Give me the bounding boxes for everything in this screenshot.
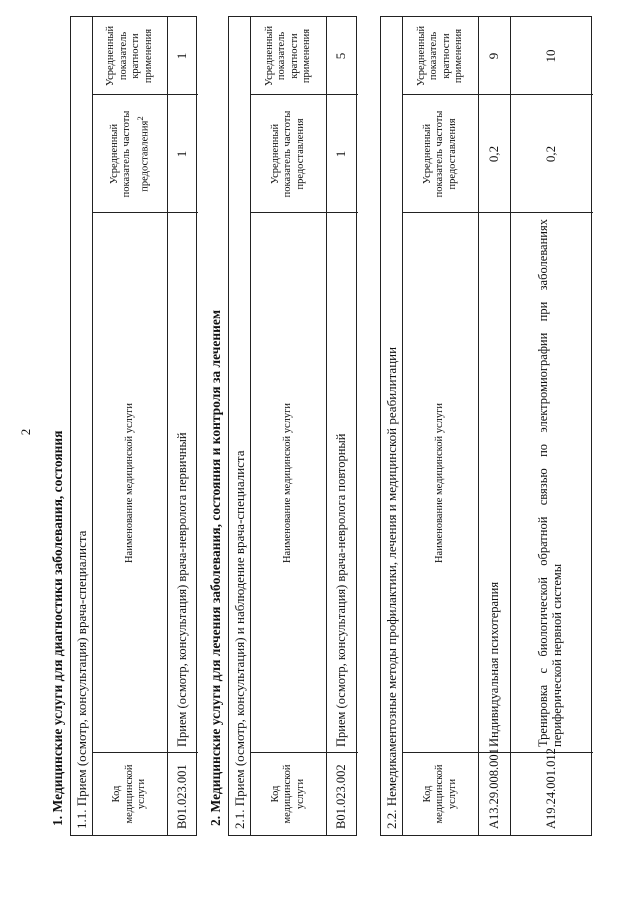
header-code: Код медицинской услуги bbox=[421, 764, 458, 824]
header-code: Код медицинской услуги bbox=[111, 764, 148, 824]
row-frequency: 0,2 bbox=[486, 145, 501, 163]
header-code: Код медицинской услуги bbox=[269, 764, 306, 824]
section-1-heading: 1. Медицинские услуги для диагностики заболевания, состояния bbox=[50, 430, 65, 826]
header-multiplicity: Усредненный показатель кратности применения bbox=[105, 25, 154, 87]
header-frequency: Усредненный показатель частоты предоставления bbox=[269, 110, 306, 198]
row-multiplicity: 10 bbox=[542, 49, 558, 63]
row-multiplicity: 9 bbox=[486, 52, 501, 60]
row-frequency: 1 bbox=[333, 150, 348, 158]
rotated-page-content bbox=[40, 12, 600, 892]
table-2-2-caption: 2.2. Немедикаментозные методы профилактики, лечения и медицинской реабилитации bbox=[381, 17, 403, 835]
header-service-name: Наименование медицинской услуги bbox=[282, 402, 294, 564]
header-multiplicity: Усредненный показатель кратности применения bbox=[415, 25, 464, 87]
header-frequency-label: Усредненный показатель частоты предоставления bbox=[108, 110, 150, 198]
row-frequency: 1 bbox=[173, 150, 189, 158]
header-multiplicity: Усредненный показатель кратности применения bbox=[263, 25, 312, 87]
table-1-1-caption: 1.1. Прием (осмотр, консультация) врача-специалиста bbox=[71, 17, 93, 835]
row-service-name: Прием (осмотр, консультация) врача-невролога повторный bbox=[334, 433, 348, 747]
page-number: 2 bbox=[18, 428, 33, 436]
table-2-2 bbox=[380, 16, 592, 836]
row-service-name: Индивидуальная психотерапия bbox=[487, 581, 501, 747]
header-service-name: Наименование медицинской услуги bbox=[434, 402, 446, 564]
header-frequency bbox=[93, 95, 167, 213]
table-2-1-caption: 2.1. Прием (осмотр, консультация) и наблюдение врача-специалиста bbox=[229, 17, 251, 835]
row-multiplicity: 1 bbox=[173, 52, 189, 60]
section-2-heading: 2. Медицинские услуги для лечения заболевания, состояния и контроля за лечением bbox=[208, 309, 223, 826]
row-code: B01.023.002 bbox=[334, 764, 348, 829]
row-service-name: Тренировка с биологической обратной связью по электромиографии при заболеваниях периферической нервной системы bbox=[536, 219, 564, 747]
row-code: A19.24.001.012 bbox=[543, 748, 558, 829]
row-code: A13.29.008.001 bbox=[487, 748, 501, 829]
row-service-name: Прием (осмотр, консультация) врача-невролога первичный bbox=[174, 432, 189, 747]
table-1-1 bbox=[70, 16, 197, 836]
footnote-marker: 2 bbox=[134, 116, 145, 121]
header-service-name: Наименование медицинской услуги bbox=[123, 402, 135, 564]
row-code: B01.023.001 bbox=[174, 764, 189, 829]
header-frequency: Усредненный показатель частоты предоставления bbox=[421, 110, 458, 198]
row-frequency: 0,2 bbox=[542, 145, 558, 163]
row-multiplicity: 5 bbox=[333, 52, 348, 60]
table-2-1 bbox=[228, 16, 357, 836]
